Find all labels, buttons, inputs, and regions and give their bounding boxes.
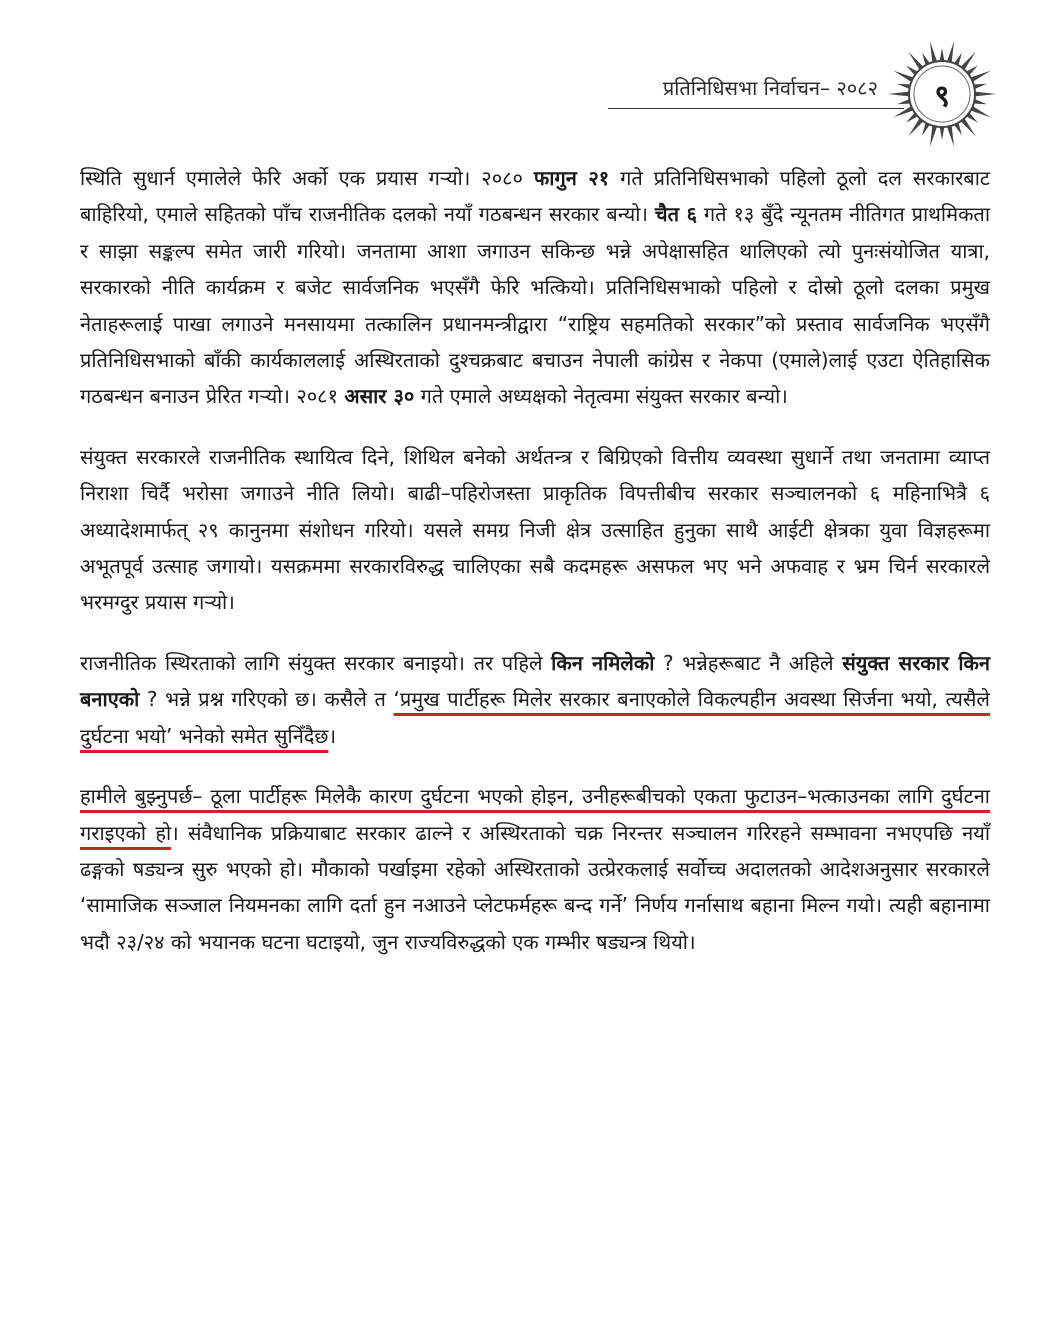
document-body bbox=[80, 160, 990, 984]
underlined-statement: हामीले बुझ्नुपर्छ– ठूला पार्टीहरू मिलेकै कारण दुर्घटना भएको होइन, उनीहरूबीचको एकता फुटाउन–भत्काउनका लागि दुर्घटना गराइएको हो bbox=[80, 784, 990, 845]
text-run: राजनीतिक स्थिरताको लागि संयुक्त सरकार बनाइयो। तर पहिले bbox=[80, 650, 552, 675]
text-run: । संवैधानिक प्रक्रियाबाट सरकार ढाल्ने र अस्थिरताको चक्र निरन्तर सञ्चालन गरिरहने सम्भावना नभएपछि नयाँ ढङ्गको षड्यन्त्र सुरु भएको हो। मौकाको पर्खाइमा रहेको अस्थिरताको उत्प्रेरकलाई सर्वोच्च अदालतको आदेशअनुसार सरकारले ‘सामाजिक सञ्जाल नियमनका लागि दर्ता हुन नआउने प्लेटफर्महरू बन्द गर्ने’ निर्णय गर्नासाथ बहाना मिल्न गयो। त्यही बहानामा भदौ २३/२४ को भयानक घटना घटाइयो, जुन राज्यविरुद्धको एक गम्भीर षड्यन्त्र थियो। bbox=[80, 820, 990, 954]
paragraph-3 bbox=[80, 645, 990, 754]
text-run: गते १३ बुँदे न्यूनतम नीतिगत प्राथमिकता र साझा सङ्कल्प समेत जारी गरियो। जनतामा आशा जगाउन सकिन्छ भन्ने अपेक्षासहित थालिएको त्यो पुनःसंयोजित यात्रा, सरकारको नीति कार्यक्रम र बजेट सार्वजनिक भएसँगै फेरि भत्कियो। प्रतिनिधिसभाको पहिलो र दोस्रो ठूलो दलका प्रमुख नेताहरूलाई पाखा लगाउने मनसायमा तत्कालिन प्रधानमन्त्रीद्वारा “राष्ट्रिय सहमतिको सरकार”को प्रस्ताव सार्वजनिक भएसँगै प्रतिनिधिसभाको बाँकी कार्यकाललाई अस्थिरताको दुश्चक्रबाट बचाउन नेपाली कांग्रेस र नेकपा (एमाले)लाई एउटा ऐतिहासिक गठबन्धन बनाउन प्रेरित गर्‍यो। २०८१ bbox=[80, 202, 991, 409]
underlined-quote: ‘प्रमुख पार्टीहरू मिलेर सरकार बनाएकोले विकल्पहीन अवस्था सिर्जना भयो, त्यसैले दुर्घटना भयो’ भनेको समेत सुनिँदैछ bbox=[80, 687, 990, 748]
text-run: गते एमाले अध्यक्षको नेतृत्वमा संयुक्त सरकार बन्यो। bbox=[414, 384, 788, 409]
bold-phrase: किन नमिलेको bbox=[551, 650, 655, 675]
paragraph-4 bbox=[80, 778, 990, 960]
paragraph-1 bbox=[80, 160, 990, 415]
bold-date: फागुन २१ bbox=[533, 166, 610, 190]
bold-date: चैत ६ bbox=[654, 202, 697, 227]
text-run: । bbox=[328, 723, 337, 748]
text-run: संयुक्त सरकारले राजनीतिक स्थायित्व दिने, शिथिल बनेको अर्थतन्त्र र बिग्रिएको वित्तीय व्यवस्था सुधार्ने तथा जनतामा व्याप्त निराशा चिर्दै भरोसा जगाउने नीति लियो। बाढी–पहिरोजस्ता प्राकृतिक विपत्तीबीच सरकार सञ्चालनको ६ महिनाभित्रै ६ अध्यादेशमार्फत् २९ कानुनमा संशोधन गरियो। यसले समग्र निजी क्षेत्र उत्साहित हुनुका साथै आईटी क्षेत्रका युवा विज्ञहरूमा अभूतपूर्व उत्साह जगायो। यसक्रममा सरकारविरुद्ध चालिएका सबै कदमहरू असफल भए भने अफवाह र भ्रम चिर्न सरकारले भरमग्दुर प्रयास गर्‍यो। bbox=[80, 444, 990, 615]
running-header: प्रतिनिधिसभा निर्वाचन– २०८२ bbox=[662, 76, 878, 100]
header-rule bbox=[608, 108, 904, 109]
text-run: स्थिति सुधार्न एमालेले फेरि अर्को एक प्रयास गर्‍यो। २०८० bbox=[80, 166, 534, 190]
page-number: ९ bbox=[934, 78, 950, 114]
text-run: गते प्रतिनिधिसभाको पहिलो ठूलो दल सरकारबाट बाहिरियो, एमाले सहितको पाँच राजनीतिक दलको नयाँ गठबन्धन सरकार बन्यो। bbox=[80, 166, 990, 227]
text-run: ? भन्ने प्रश्न गरिएको छ। कसैले त bbox=[139, 687, 394, 712]
paragraph-2 bbox=[80, 439, 990, 621]
bold-phrase: संयुक्त सरकार किन बनाएको bbox=[80, 650, 990, 712]
text-run: ? भन्नेहरूबाट नै अहिले bbox=[654, 650, 843, 675]
bold-date: असार ३० bbox=[344, 384, 415, 409]
